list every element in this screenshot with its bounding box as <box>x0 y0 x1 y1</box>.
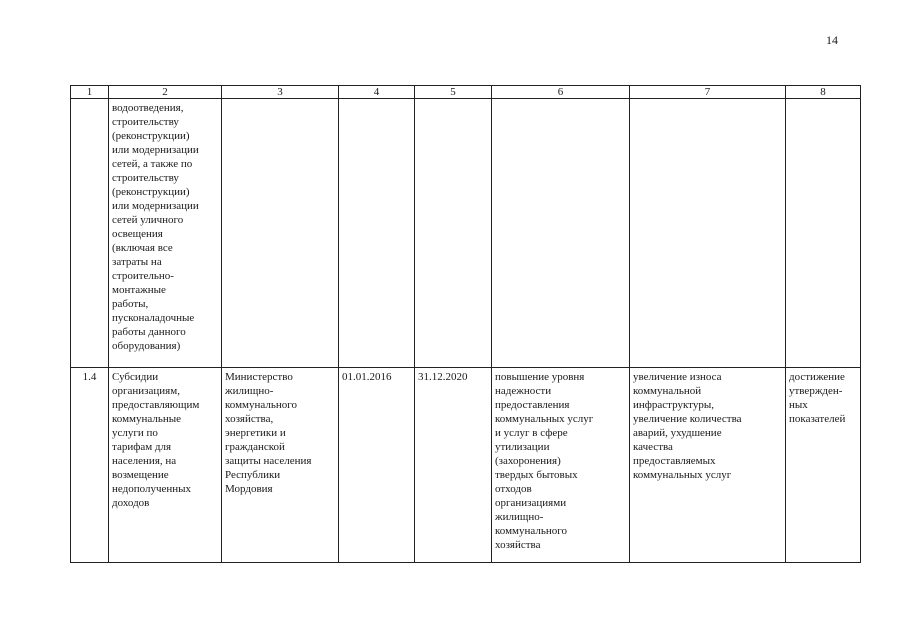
row-number-cell <box>71 99 109 368</box>
column-number: 4 <box>339 86 415 99</box>
consequences-cell <box>630 99 786 368</box>
measure-name-cell: водоотведения, строительству (реконструкции) или модернизации сетей, а также по строительству (реконструкции) или модернизации сетей уличного освещения (включая все затраты на строительно- монтажные работы, пусконаладочные работы данного оборудования) <box>109 99 222 368</box>
column-number: 5 <box>415 86 492 99</box>
start-date-cell <box>339 99 415 368</box>
table-row-1-4 <box>71 368 861 563</box>
column-number: 7 <box>630 86 786 99</box>
page-number: 14 <box>826 33 838 47</box>
consequences-cell: увеличение износа коммунальной инфраструктуры, увеличение количества аварий, ухудшение качества предоставляемых коммунальных услуг <box>630 368 786 563</box>
end-date-cell: 31.12.2020 <box>415 368 492 563</box>
measure-name-cell: Субсидии организациям, предоставляющим коммунальные услуги по тарифам для населения, на возмещение недополученных доходов <box>109 368 222 563</box>
column-number: 3 <box>222 86 339 99</box>
column-number: 6 <box>492 86 630 99</box>
start-date-cell: 01.01.2016 <box>339 368 415 563</box>
indicator-link-cell <box>786 99 861 368</box>
expected-result-cell <box>492 99 630 368</box>
responsible-executor-cell <box>222 99 339 368</box>
indicator-link-cell: достижение утвержден- ных показателей <box>786 368 861 563</box>
end-date-cell <box>415 99 492 368</box>
expected-result-cell: повышение уровня надежности предоставления коммунальных услуг и услуг в сфере утилизации (захоронения) твердых бытовых отходов организациями жилищно- коммунального хозяйства <box>492 368 630 563</box>
row-number-cell: 1.4 <box>71 368 109 563</box>
column-number: 2 <box>109 86 222 99</box>
responsible-executor-cell: Министерство жилищно- коммунального хозяйства, энергетики и гражданской защиты населения Республики Мордовия <box>222 368 339 563</box>
column-number: 1 <box>71 86 109 99</box>
column-number: 8 <box>786 86 861 99</box>
measures-table <box>70 85 861 563</box>
column-number-row <box>71 86 861 99</box>
table-row-continuation <box>71 99 861 368</box>
